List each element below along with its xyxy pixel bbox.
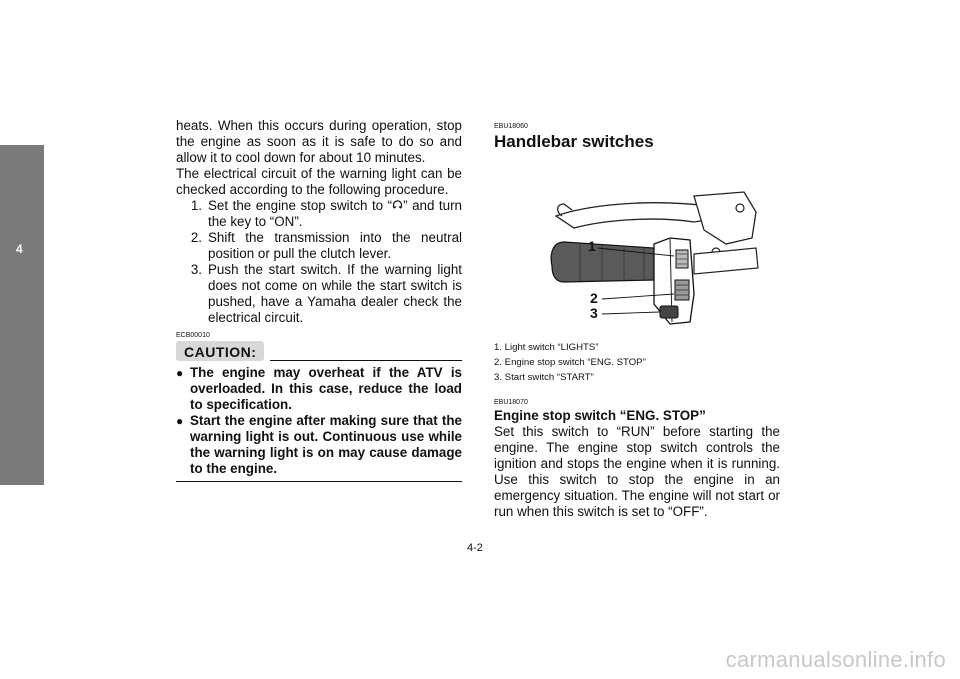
procedure-step [176,198,462,230]
step-number: 1. [190,198,202,213]
caution-item [176,365,462,413]
watermark: carmanualsonline.info [725,647,946,672]
procedure-step [176,230,462,262]
step-text-before: Set the engine stop switch to “ [208,198,393,213]
subsection-text: Set this switch to “RUN” before starting the engine. The engine stop switch controls the ignition and stops the engine when it is running. Use this switch to stop the engine in an emergency situation. The engine will not start or run when this switch is set to “OFF”. [494,424,780,519]
engine-run-icon [392,199,403,210]
caption-start-switch: 3. Start switch “START” [494,372,594,383]
callout-1: 1 [588,238,596,254]
intro-paragraph-1: heats. When this occurs during operation, stop the engine as soon as it is safe to do so and allow it to cool down for about 10 minutes. [176,118,462,165]
caution-item [176,413,462,477]
page-number: 4-2 [467,542,483,554]
step-text [208,198,462,230]
step-text: Shift the transmission into the neutral position or pull the clutch lever. [208,230,462,261]
bullet-icon: ● [176,366,184,380]
callout-2: 2 [590,290,598,306]
caution-rule [270,360,462,361]
caution-code: ECB00010 [176,332,210,339]
chapter-number: 4 [16,242,23,256]
subsection-code: EBU18070 [494,399,528,406]
caption-engine-stop-switch: 2. Engine stop switch “ENG. STOP” [494,357,646,368]
step-number: 2. [190,230,202,245]
caption-light-switch: 1. Light switch “LIGHTS” [494,342,599,353]
callout-3: 3 [590,305,598,321]
caution-label: CAUTION: [176,341,264,361]
right-column [494,118,780,520]
step-text: Push the start switch. If the warning light does not come on while the start switch is pushed, have a Yamaha dealer check the electrical circuit. [208,262,462,325]
left-column [176,118,462,482]
handlebar-illustration [494,154,780,334]
procedure-steps [176,198,462,326]
procedure-step [176,262,462,326]
intro-paragraph-2: The electrical circuit of the warning light can be checked according to the following procedure. [176,166,462,197]
handlebar-switch-figure [494,154,780,334]
bullet-icon: ● [176,414,184,428]
step-number: 3. [190,262,202,277]
caution-list [176,365,462,477]
subsection-title: Engine stop switch “ENG. STOP” [494,408,706,423]
caution-item-text: Start the engine after making sure that the warning light is out. Continuous use while the warning light is on may cause damage to the engine. [190,413,462,476]
figure-captions [494,340,780,385]
caution-item-text: The engine may overheat if the ATV is overloaded. In this case, reduce the load to specification. [190,365,462,412]
chapter-side-tab [0,145,44,485]
caution-header [176,341,462,361]
section-title: Handlebar switches [494,132,654,151]
caution-end-rule [176,481,462,482]
section-code: EBU18060 [494,123,528,130]
step-text-after: ” and turn the key to “ON”. [208,198,462,229]
